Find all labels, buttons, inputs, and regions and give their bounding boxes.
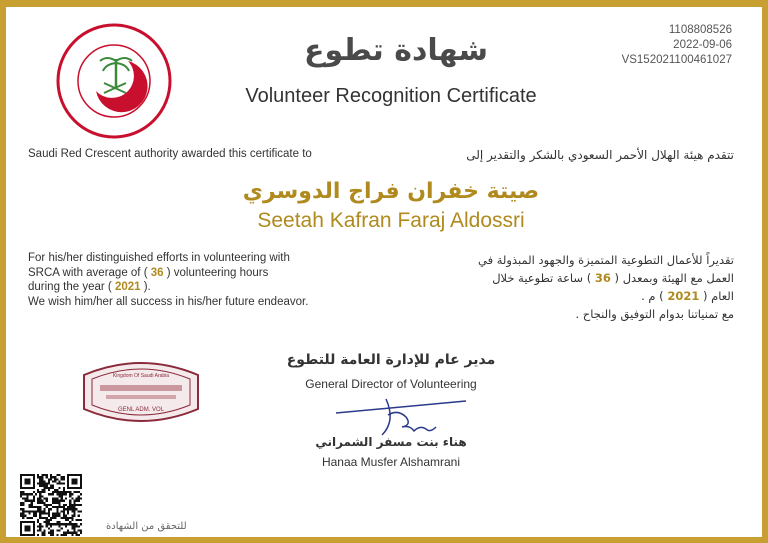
official-stamp bbox=[76, 355, 206, 427]
certificate-title-ar: شهادة تطوع bbox=[304, 33, 488, 68]
intro-text-en: Saudi Red Crescent authority awarded this certificate to bbox=[28, 148, 312, 160]
signatory-name-ar: هناء بنت مسفر الشمراني bbox=[315, 435, 467, 449]
volunteer-year-ar: 2021 bbox=[667, 289, 700, 303]
citation-text-ar: تقديراً للأعمال التطوعية المتميزة والجهود المبذولة في العمل مع الهيئة وبمعدل ( 36 ) ساعة تطوعية خلال العام ( 2021 ) م . مع تمنياتنا بدوام التوفيق والنجاح . bbox=[477, 253, 734, 321]
citation-text-en: For his/her distinguished efforts in volunteering with SRCA with average of ( 36 ) volunteering hours during the year ( 2021 ). We wish him/her all success in his/her future endeavor. bbox=[28, 252, 309, 308]
signatory-title-en: General Director of Volunteering bbox=[305, 377, 477, 391]
recipient-name-en: Seetah Kafran Faraj Aldossri bbox=[257, 209, 525, 232]
svg-text:GENL ADM. VOL: GENL ADM. VOL bbox=[117, 407, 165, 413]
signatory-name-en: Hanaa Musfer Alshamrani bbox=[321, 455, 461, 469]
certificate-title-en: Volunteer Recognition Certificate bbox=[245, 85, 537, 107]
svg-text:Kingdom Of Saudi Arabia: Kingdom Of Saudi Arabia bbox=[112, 373, 170, 379]
volunteer-hours: 36 bbox=[150, 266, 164, 279]
recipient-name-ar: صيتة خفران فراج الدوسري bbox=[242, 179, 540, 204]
reference-code: VS152021100461027 bbox=[621, 54, 732, 66]
signature bbox=[326, 391, 476, 441]
issue-date: 2022-09-06 bbox=[673, 39, 732, 51]
volunteer-hours-ar: 36 bbox=[594, 271, 611, 285]
volunteer-year: 2021 bbox=[114, 281, 141, 293]
intro-text-ar: تتقدم هيئة الهلال الأحمر السعودي بالشكر والتقدير إلى bbox=[466, 148, 734, 162]
verify-certificate-label: للتحقق من الشهادة bbox=[106, 521, 187, 532]
signatory-title-ar: مدير عام للإدارة العامة للتطوع bbox=[286, 352, 496, 368]
verification-qr-code[interactable] bbox=[20, 474, 82, 536]
certificate-number: 1108808526 bbox=[668, 24, 732, 36]
srca-logo bbox=[52, 21, 176, 141]
